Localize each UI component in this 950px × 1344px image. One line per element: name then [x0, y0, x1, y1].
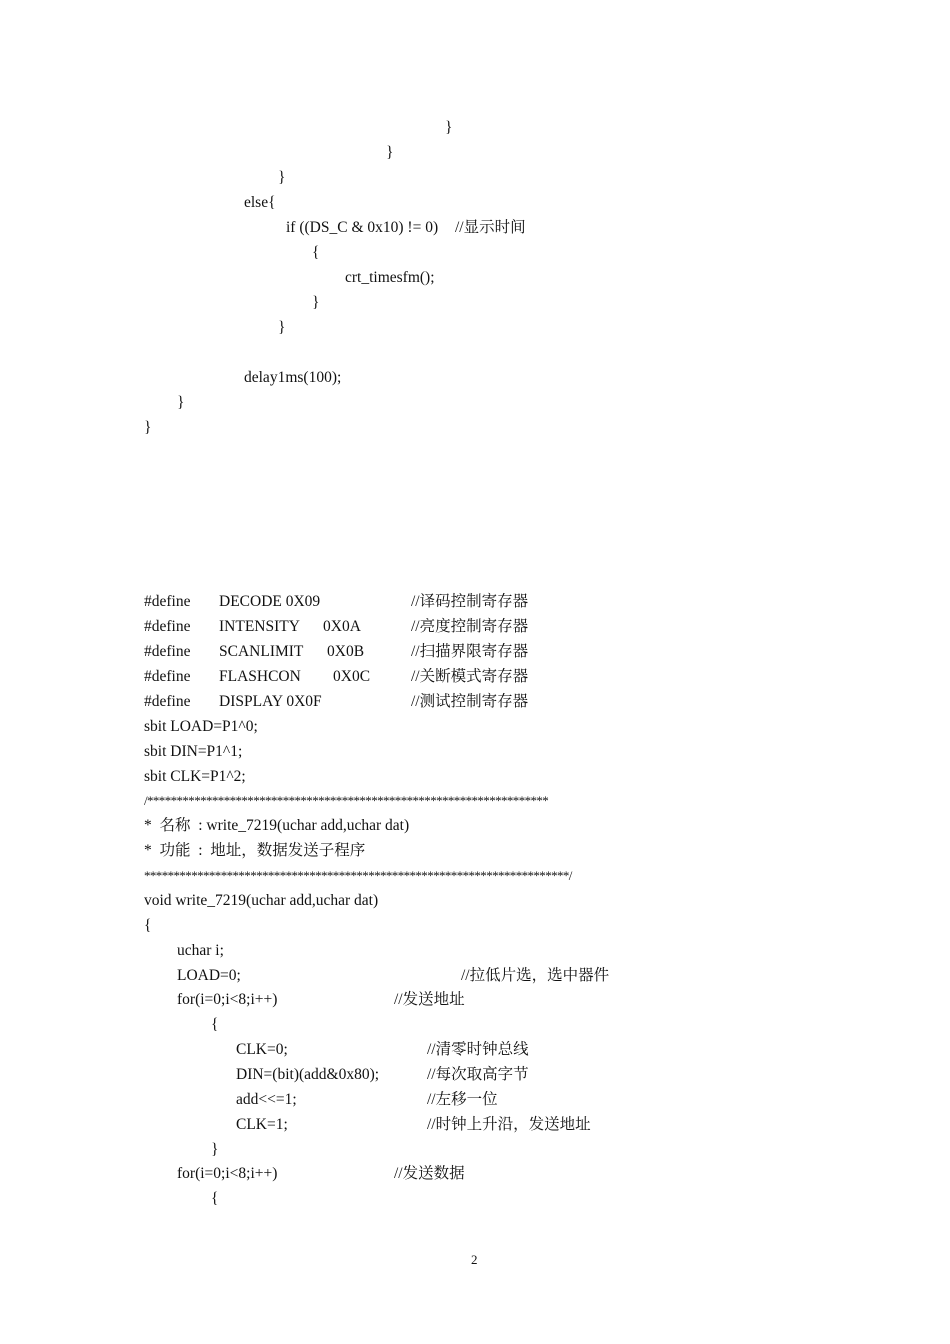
- define-keyword: #define: [144, 593, 191, 610]
- define-keyword: #define: [144, 668, 191, 685]
- page-number: 2: [471, 1252, 478, 1267]
- code-line: LOAD=0;: [177, 967, 241, 984]
- function-signature: void write_7219(uchar add,uchar dat): [144, 892, 379, 909]
- comment-border-top: /********************************************************************: [144, 793, 549, 808]
- code-line: }: [278, 169, 286, 186]
- define-value: 0X0C: [333, 668, 371, 685]
- code-line: }: [278, 319, 286, 336]
- comment-name-line: * 名称 : write_7219(uchar add,uchar dat): [144, 817, 410, 834]
- code-line: else{: [244, 194, 276, 211]
- define-name: DISPLAY 0X0F: [219, 693, 322, 710]
- code-line: {: [312, 244, 320, 261]
- code-line: {: [144, 917, 152, 934]
- code-line: DIN=(bit)(add&0x80);: [236, 1066, 380, 1083]
- define-keyword: #define: [144, 693, 191, 710]
- code-line: }: [386, 144, 394, 161]
- define-value: 0X0A: [323, 618, 361, 635]
- code-line: for(i=0;i<8;i++): [177, 991, 278, 1008]
- code-line: uchar i;: [177, 942, 224, 959]
- code-line: }: [177, 394, 185, 411]
- define-comment: //亮度控制寄存器: [411, 618, 529, 635]
- define-comment: //测试控制寄存器: [411, 693, 529, 710]
- define-comment: //译码控制寄存器: [411, 593, 529, 610]
- code-comment: //发送数据: [394, 1165, 465, 1182]
- code-comment: //发送地址: [394, 991, 465, 1008]
- define-comment: //关断模式寄存器: [411, 668, 529, 685]
- comment-border-bottom: ************************************************************************/: [144, 868, 572, 883]
- code-line: delay1ms(100);: [244, 369, 342, 386]
- code-line: CLK=1;: [236, 1116, 288, 1133]
- comment-function-line: * 功能 : 地址，数据发送子程序: [144, 842, 366, 859]
- define-keyword: #define: [144, 643, 191, 660]
- code-line: }: [144, 419, 152, 436]
- code-line: {: [211, 1190, 219, 1207]
- code-comment: //每次取高字节: [427, 1066, 529, 1083]
- code-line: }: [211, 1141, 219, 1158]
- define-value: 0X0B: [327, 643, 365, 660]
- code-comment: //显示时间: [455, 219, 526, 236]
- define-name: FLASHCON: [219, 668, 301, 685]
- sbit-line: sbit CLK=P1^2;: [144, 768, 246, 785]
- code-line: }: [312, 294, 320, 311]
- define-name: INTENSITY: [219, 618, 300, 635]
- code-line: {: [211, 1016, 219, 1033]
- code-comment: //清零时钟总线: [427, 1041, 529, 1058]
- code-comment: //左移一位: [427, 1091, 498, 1108]
- code-line: for(i=0;i<8;i++): [177, 1165, 278, 1182]
- code-line: CLK=0;: [236, 1041, 288, 1058]
- code-line: }: [445, 119, 453, 136]
- define-keyword: #define: [144, 618, 191, 635]
- code-comment: //时钟上升沿，发送地址: [427, 1116, 591, 1133]
- sbit-line: sbit LOAD=P1^0;: [144, 718, 258, 735]
- sbit-line: sbit DIN=P1^1;: [144, 743, 243, 760]
- define-name: DECODE 0X09: [219, 593, 321, 610]
- code-line: if ((DS_C & 0x10) != 0): [286, 219, 439, 236]
- code-comment: //拉低片选，选中器件: [461, 967, 610, 984]
- code-line: add<<=1;: [236, 1091, 297, 1108]
- code-line: crt_timesfm();: [345, 269, 435, 286]
- define-comment: //扫描界限寄存器: [411, 643, 529, 660]
- define-name: SCANLIMIT: [219, 643, 304, 660]
